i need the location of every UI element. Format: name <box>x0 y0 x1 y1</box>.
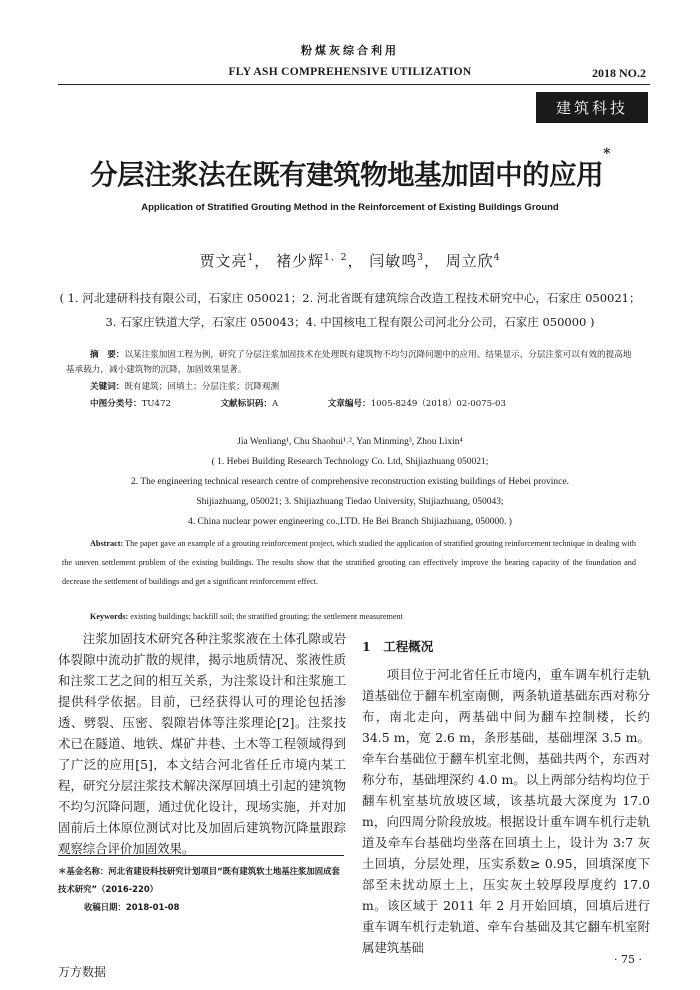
affiliation-en-1: ( 1. Hebei Building Research Technology Co. Ltd, Shijiazhuang 050021; <box>211 457 489 467</box>
author-3-sup: 3 <box>417 253 424 263</box>
author-2: 褚少辉 <box>276 252 325 270</box>
affiliation-en-4: 4. China nuclear power engineering co.,LTD. He Bei Branch Shijiazhuang, 050000. ) <box>188 517 512 527</box>
abstract-en <box>62 534 636 591</box>
paper-title-text: 分层注浆法在既有建筑物地基加固中的应用 <box>90 159 604 191</box>
footnote <box>58 862 344 916</box>
author-2-sup: 1、2 <box>324 253 348 263</box>
article-no-label: 文章编号： <box>327 399 371 409</box>
section-1-paragraph: 项目位于河北省任丘市境内，重车调车机行走轨道基础位于翻车机室南侧，两条轨道基础东西对称分布，南北走向，两基础中间为翻车控制楼，长约 34.5 m，宽 2.6 m，条形基础，基础埋深 3.5 m。牵车台基础位于翻车机室北侧，基础共两个，东西对称分布，基础埋深约 4.0 m。以上两部分结构均位于翻车机室基坑放坡区域，该基坑最大深度为 17.0 m，向四周分阶段放坡。根据设计重车调车机行走轨道及牵车台基础均坐落在回填土上，设计为 3:7 灰土回填，分层处理，压实系数≥ 0.95，回填深度下部至未扰动原土上，压实灰土较厚段厚度约 17.0 m。该区域于 2011 年 2 月开始回填，回填后进行重车调车机行走轨道、牵车台基础及其它翻车机室附属建筑基础 <box>362 667 650 955</box>
fund-mark: * <box>603 146 610 162</box>
abstract-cn-label: 摘 要： <box>90 350 125 360</box>
journal-name-cn: 粉煤灰综合利用 <box>301 44 399 57</box>
keywords-cn-label: 关键词： <box>90 382 125 392</box>
article-no-value: 1005-8249（2018）02-0075-03 <box>370 399 506 409</box>
classification-line <box>90 397 664 412</box>
author-4-sup: 4 <box>493 253 501 263</box>
paper-title-en: Application of Stratified Grouting Method in the Reinforcement of Existing Buildings Ground <box>141 202 559 213</box>
keywords-en-label: Keywords: <box>90 612 129 621</box>
keywords-cn-text: 既有建筑；回填土；分层注浆；沉降观测 <box>124 382 280 392</box>
watermark: 万方数据 <box>58 965 107 979</box>
right-column <box>362 664 650 958</box>
keywords-en-text: existing buildings; backfill soil; the stratified grouting; the settlement measurement <box>130 612 403 621</box>
intro-paragraph: 注浆加固技术研究各种注浆浆液在土体孔隙或岩体裂隙中流动扩散的规律，揭示地质情况、浆液性质和注浆工艺之间的相互关系，为注浆设计和注浆施工提供科学依据。目前，已经获得认可的理论包括渗透、劈裂、压密、裂隙岩体等注浆理论[2]。注浆技术已在隧道、地铁、煤矿井巷、土木等工程领域得到了广泛的应用[5]，本文结合河北省任丘市境内某工程，研究分层注浆技术解决深厚回填土引起的建筑物不均匀沉降问题，通过优化设计，现场实施，并对加固前后土体原位测试对比及加固后建筑物沉降量跟踪观察综合评价加固效果。 <box>58 631 346 856</box>
author-3: 闫敏鸣 <box>369 252 418 270</box>
journal-name-en: FLY ASH COMPREHENSIVE UTILIZATION <box>228 66 472 78</box>
paper-title <box>0 146 700 192</box>
clc-value: TU472 <box>141 399 171 409</box>
page-number: · 75 · <box>614 953 642 966</box>
abstract-en-text: The paper gave an example of a grouting reinforcement project, which studied the application of stratified grouting reinforcement technique in dealing with the uneven settlement problem of the existing buildings. The results show that the stratified grouting can effectively improve the bearing capacity of the foundation and decrease the settlement of buildings and get a significant reinforcement effect. <box>62 539 636 586</box>
authors-en: Jia Wenliang¹, Chu Shaohui¹˒², Yan Minming³, Zhou Lixin⁴ <box>237 437 463 447</box>
author-list: 贾文亮$^1$， 褚少辉$^{1、2}$， 闫敏鸣$^3$， 周立欣$^4$ <box>199 252 501 270</box>
fund-note: ＊基金名称：河北省建设科技研究计划项目“既有建筑软土地基注浆加固成套技术研究”（2016-220） <box>58 866 340 894</box>
keywords-cn <box>90 380 664 395</box>
author-1: 贾文亮 <box>199 252 248 270</box>
affiliation-en-3: Shijiazhuang, 050021; 3. Shijiazhuang Tiedao University, Shijiazhuang, 050043; <box>196 497 504 507</box>
abstract-cn <box>66 348 640 378</box>
doc-code-label: 文献标识码： <box>220 399 273 409</box>
footnote-rule <box>58 855 344 856</box>
section-1-heading: 1 工程概况 <box>362 639 434 654</box>
abstract-en-label: Abstract: <box>90 539 124 548</box>
left-column <box>58 628 346 859</box>
affiliation-en-2: 2. The engineering technical research centre of comprehensive reconstruction existing buildings of Hebei province. <box>131 477 569 487</box>
abstract-cn-text: 以某注浆加固工程为例，研究了分层注浆加固技术在处理既有建筑物不均匀沉降问题中的应用。结果显示，分层注浆可以有效的提高地基承载力，减小建筑物的沉降，加固效果显著。 <box>66 350 632 375</box>
author-4: 周立欣 <box>445 252 494 270</box>
doc-code-value: A <box>272 399 279 409</box>
affiliation-line-1: ( 1. 河北建研科技有限公司，石家庄 050021；2. 河北省既有建筑综合改造工程技术研究中心，石家庄 050021； <box>59 291 641 305</box>
clc-label: 中图分类号： <box>90 399 142 409</box>
issue-number: 2018 NO.2 <box>592 66 646 80</box>
section-label: 建筑科技 <box>536 92 648 123</box>
received-date: 收稿日期：2018-01-08 <box>84 902 180 912</box>
author-1-sup: 1 <box>247 253 255 263</box>
affiliation-line-2: 3. 石家庄铁道大学，石家庄 050043；4. 中国核电工程有限公司河北分公司，石家庄 050000 ) <box>105 315 595 329</box>
keywords-en <box>90 612 650 621</box>
header-rule <box>58 84 650 85</box>
